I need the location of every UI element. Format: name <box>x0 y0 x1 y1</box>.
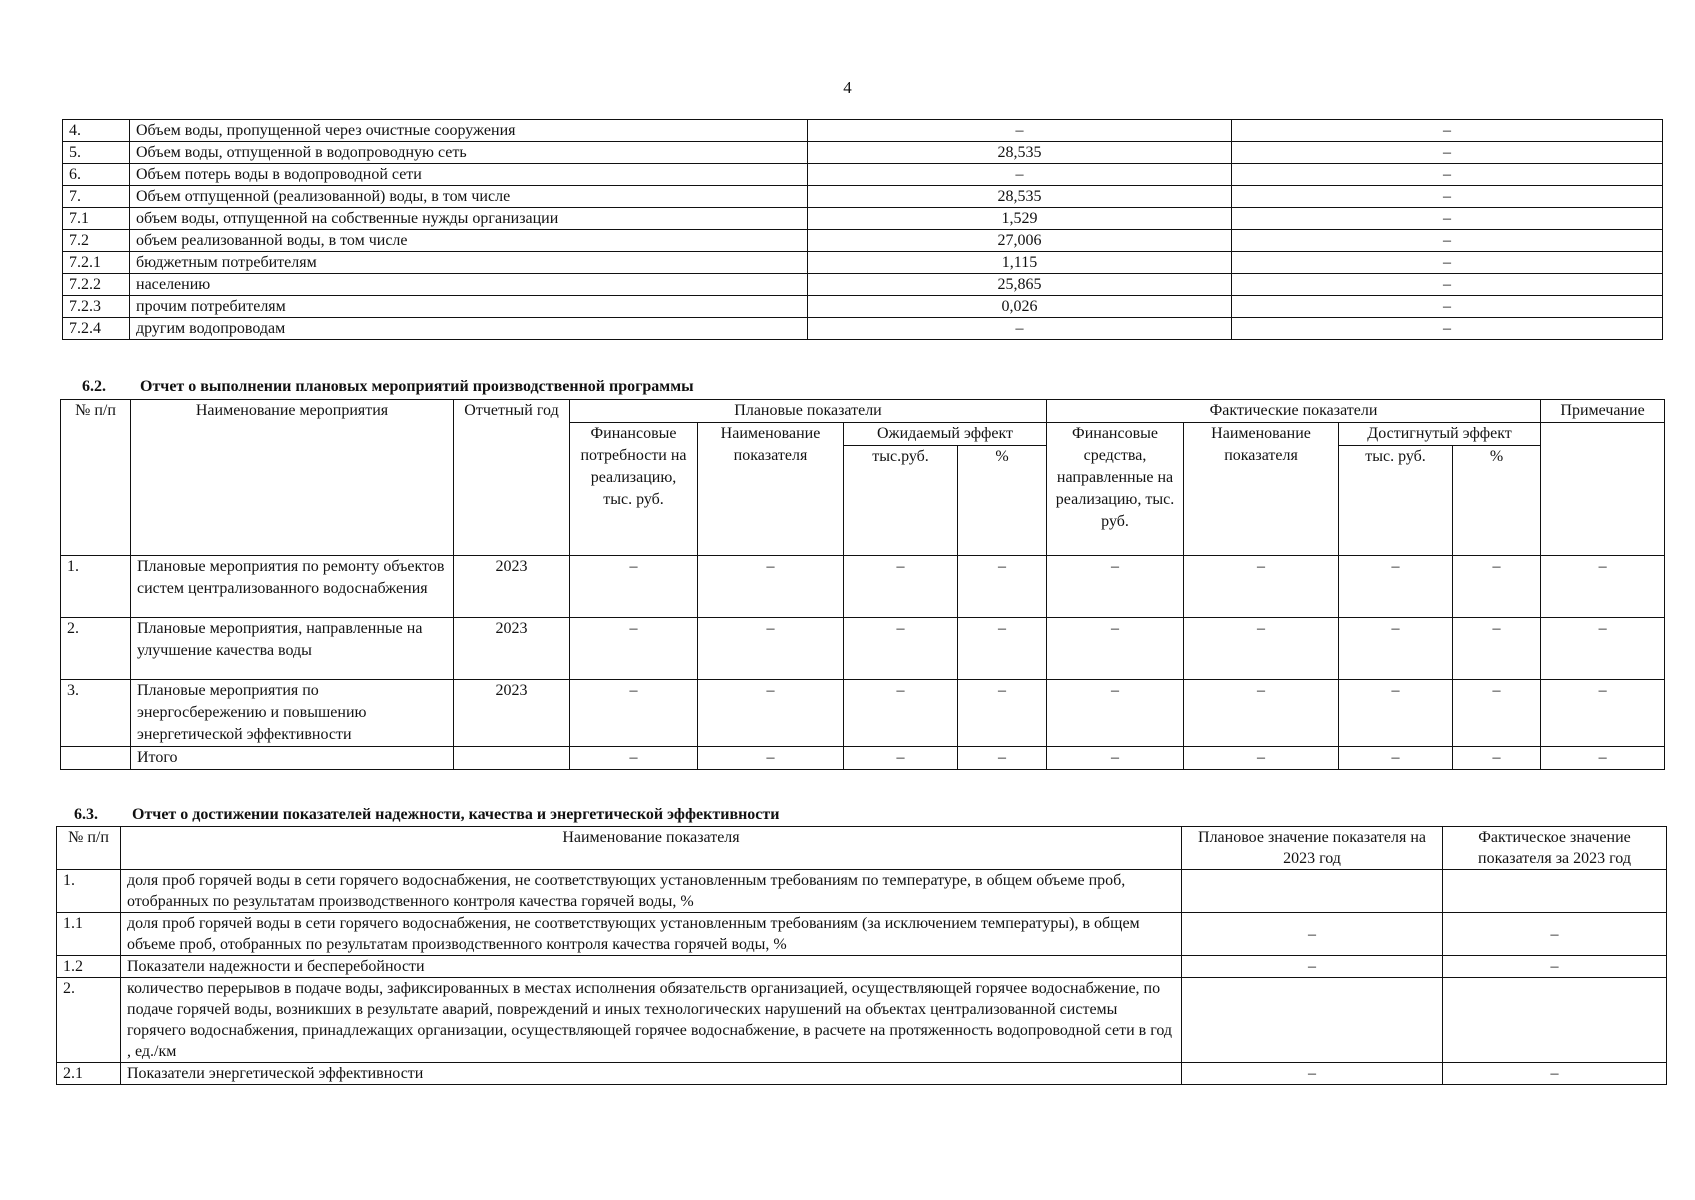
row-number: 1. <box>57 870 121 913</box>
table-row <box>63 208 1663 230</box>
fact-value: – <box>1232 252 1663 274</box>
fact-value <box>1443 870 1667 913</box>
header-plan: Плановые показатели <box>570 400 1047 423</box>
row-name: другим водопроводам <box>130 318 808 340</box>
value-cell: – <box>1047 618 1184 680</box>
table-row <box>63 142 1663 164</box>
fact-value: – <box>1443 1063 1667 1085</box>
value-cell: – <box>698 680 844 747</box>
header-num: № п/п <box>61 400 131 556</box>
fact-value: – <box>1232 186 1663 208</box>
measure-name: Плановые мероприятия, направленные на улучшение качества воды <box>131 618 454 680</box>
plan-value <box>1182 870 1443 913</box>
plan-value: 28,535 <box>808 186 1232 208</box>
row-number: 2. <box>57 978 121 1063</box>
table-row <box>57 978 1667 1063</box>
fact-value: – <box>1443 956 1667 978</box>
fact-value: – <box>1443 913 1667 956</box>
value-cell: – <box>958 556 1047 618</box>
plan-value <box>1182 978 1443 1063</box>
value-cell: – <box>844 556 958 618</box>
report-year: 2023 <box>454 618 570 680</box>
table-row <box>57 870 1667 913</box>
table-row <box>63 120 1663 142</box>
section-6-2-title <box>82 378 694 396</box>
plan-value: 25,865 <box>808 274 1232 296</box>
row-number: 7.2.1 <box>63 252 130 274</box>
fact-value <box>1443 978 1667 1063</box>
row-name: населению <box>130 274 808 296</box>
page-number: 4 <box>843 78 852 97</box>
header-note: Примечание <box>1541 400 1665 423</box>
value-cell: – <box>1184 680 1339 747</box>
row-number: 4. <box>63 120 130 142</box>
value-cell: – <box>570 618 698 680</box>
table-row <box>61 618 1665 680</box>
table-row <box>61 680 1665 747</box>
table-row <box>63 186 1663 208</box>
value-cell: – <box>958 747 1047 770</box>
table-row <box>61 747 1665 770</box>
header-plan-rub: тыс.руб. <box>844 446 958 556</box>
report-year: 2023 <box>454 680 570 747</box>
plan-value: – <box>1182 956 1443 978</box>
header-plan-pct: % <box>958 446 1047 556</box>
plan-value: 27,006 <box>808 230 1232 252</box>
row-name: Объем воды, пропущенной через очистные сооружения <box>130 120 808 142</box>
header-num: № п/п <box>57 827 121 870</box>
table-row <box>57 913 1667 956</box>
row-number: 7.1 <box>63 208 130 230</box>
row-name: Объем воды, отпущенной в водопроводную сеть <box>130 142 808 164</box>
header-plan-value: Плановое значение показателя на 2023 год <box>1182 827 1443 870</box>
header-fact-rub: тыс. руб. <box>1339 446 1453 556</box>
table-row <box>63 274 1663 296</box>
row-number: 1.2 <box>57 956 121 978</box>
fact-value: – <box>1232 230 1663 252</box>
plan-value: – <box>1182 913 1443 956</box>
value-cell: – <box>1453 618 1541 680</box>
table-row <box>61 556 1665 618</box>
value-cell: – <box>1339 680 1453 747</box>
value-cell: – <box>1453 747 1541 770</box>
value-cell: – <box>1453 556 1541 618</box>
planned-measures-table <box>60 399 1665 770</box>
value-cell: – <box>1541 556 1665 618</box>
report-year: 2023 <box>454 556 570 618</box>
report-year <box>454 747 570 770</box>
value-cell: – <box>844 618 958 680</box>
row-number: 7.2.3 <box>63 296 130 318</box>
indicator-name: доля проб горячей воды в сети горячего водоснабжения, не соответствующих установленным требованиям (за исключением температуры), в общем объеме проб, отобранных по результатам производственного контроля качества горячей воды, % <box>121 913 1182 956</box>
section-title: Отчет о выполнении плановых мероприятий производственной программы <box>140 378 694 395</box>
value-cell: – <box>1184 618 1339 680</box>
header-indicator-name: Наименование показателя <box>121 827 1182 870</box>
row-number: 3. <box>61 680 131 747</box>
value-cell: – <box>1047 680 1184 747</box>
value-cell: – <box>1453 680 1541 747</box>
section-number: 6.2. <box>82 378 106 395</box>
value-cell: – <box>1339 747 1453 770</box>
row-name: бюджетным потребителям <box>130 252 808 274</box>
value-cell: – <box>570 747 698 770</box>
indicator-name: количество перерывов в подаче воды, зафиксированных в местах исполнения обязательств организацией, осуществляющей горячее водоснабжение, по подаче горячей воды, возникших в результате аварий, повреждений и иных технологических нарушений на объектах централизованной системы горячего водоснабжения, принадлежащих организации, осуществляющей горячее водоснабжение, в расчете на протяженность водопроводной сети в год , ед./км <box>121 978 1182 1063</box>
row-name: Объем потерь воды в водопроводной сети <box>130 164 808 186</box>
table-row <box>57 956 1667 978</box>
row-name: прочим потребителям <box>130 296 808 318</box>
row-number: 6. <box>63 164 130 186</box>
value-cell: – <box>698 618 844 680</box>
table-row <box>57 1063 1667 1085</box>
fact-value: – <box>1232 120 1663 142</box>
header-fact-pct: % <box>1453 446 1541 556</box>
row-number: 2. <box>61 618 131 680</box>
table-row <box>63 296 1663 318</box>
row-number: 7.2 <box>63 230 130 252</box>
plan-value: 28,535 <box>808 142 1232 164</box>
indicator-name: Показатели энергетической эффективности <box>121 1063 1182 1085</box>
value-cell: – <box>958 618 1047 680</box>
fact-value: – <box>1232 274 1663 296</box>
plan-value: – <box>808 164 1232 186</box>
header-fact-indicator: Наименование показателя <box>1184 423 1339 556</box>
indicator-name: Показатели надежности и бесперебойности <box>121 956 1182 978</box>
row-number: 5. <box>63 142 130 164</box>
value-cell: – <box>698 747 844 770</box>
value-cell: – <box>570 556 698 618</box>
row-number <box>61 747 131 770</box>
header-fact-value: Фактическое значение показателя за 2023 год <box>1443 827 1667 870</box>
header-year: Отчетный год <box>454 400 570 556</box>
value-cell: – <box>844 680 958 747</box>
section-number: 6.3. <box>74 806 98 823</box>
row-number: 1.1 <box>57 913 121 956</box>
row-number: 7.2.2 <box>63 274 130 296</box>
value-cell: – <box>1047 556 1184 618</box>
value-cell: – <box>1339 556 1453 618</box>
header-plan-indicator: Наименование показателя <box>698 423 844 556</box>
row-name: Объем отпущенной (реализованной) воды, в том числе <box>130 186 808 208</box>
table-row <box>63 252 1663 274</box>
value-cell: – <box>1541 747 1665 770</box>
header-measure-name: Наименование мероприятия <box>131 400 454 556</box>
value-cell: – <box>1541 680 1665 747</box>
value-cell: – <box>1184 556 1339 618</box>
fact-value: – <box>1232 164 1663 186</box>
value-cell: – <box>1184 747 1339 770</box>
header-note-blank <box>1541 423 1665 556</box>
row-number: 7. <box>63 186 130 208</box>
water-volume-table <box>62 119 1663 340</box>
value-cell: – <box>1541 618 1665 680</box>
header-plan-effect: Ожидаемый эффект <box>844 423 1047 446</box>
header-fact: Фактические показатели <box>1047 400 1541 423</box>
value-cell: – <box>1047 747 1184 770</box>
fact-value: – <box>1232 296 1663 318</box>
row-name: объем реализованной воды, в том числе <box>130 230 808 252</box>
header-fact-effect: Достигнутый эффект <box>1339 423 1541 446</box>
table-row <box>63 164 1663 186</box>
value-cell: – <box>1339 618 1453 680</box>
value-cell: – <box>698 556 844 618</box>
value-cell: – <box>844 747 958 770</box>
fact-value: – <box>1232 318 1663 340</box>
fact-value: – <box>1232 142 1663 164</box>
measure-name: Итого <box>131 747 454 770</box>
indicator-name: доля проб горячей воды в сети горячего водоснабжения, не соответствующих установленным требованиям по температуре, в общем объеме проб, отобранных по результатам производственного контроля качества горячей воды, % <box>121 870 1182 913</box>
value-cell: – <box>958 680 1047 747</box>
section-title: Отчет о достижении показателей надежности, качества и энергетической эффективности <box>132 806 780 823</box>
row-number: 7.2.4 <box>63 318 130 340</box>
table-row <box>63 230 1663 252</box>
measure-name: Плановые мероприятия по энергосбережению и повышению энергетической эффективности <box>131 680 454 747</box>
row-number: 1. <box>61 556 131 618</box>
plan-value: 1,115 <box>808 252 1232 274</box>
row-name: объем воды, отпущенной на собственные нужды организации <box>130 208 808 230</box>
row-number: 2.1 <box>57 1063 121 1085</box>
value-cell: – <box>570 680 698 747</box>
header-plan-finance: Финансовые потребности на реализацию, тыс. руб. <box>570 423 698 556</box>
plan-value: – <box>808 120 1232 142</box>
plan-value: – <box>1182 1063 1443 1085</box>
measure-name: Плановые мероприятия по ремонту объектов систем централизованного водоснабжения <box>131 556 454 618</box>
fact-value: – <box>1232 208 1663 230</box>
table-row <box>63 318 1663 340</box>
plan-value: – <box>808 318 1232 340</box>
plan-value: 0,026 <box>808 296 1232 318</box>
reliability-indicators-table <box>56 826 1667 1085</box>
plan-value: 1,529 <box>808 208 1232 230</box>
section-6-3-title <box>74 806 779 824</box>
header-fact-finance: Финансовые средства, направленные на реализацию, тыс. руб. <box>1047 423 1184 556</box>
